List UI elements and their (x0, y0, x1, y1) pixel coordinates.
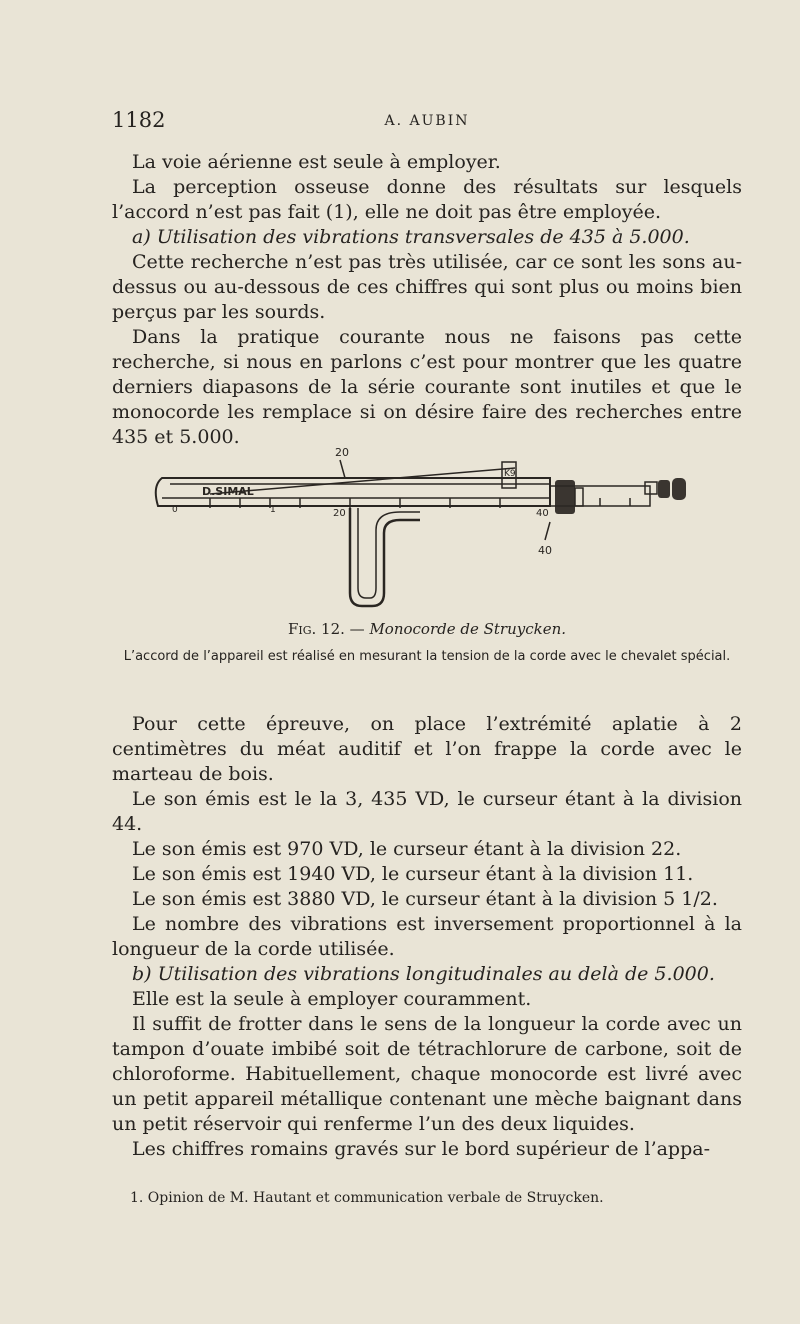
paragraph: Elle est la seule à employer couramment. (132, 988, 532, 1010)
tuning-peg (645, 482, 657, 494)
caption-label: Fig. 12. — (287, 620, 365, 638)
monocorde-string (210, 468, 515, 494)
caption-title: Monocorde de Struycken. (369, 620, 567, 638)
paragraph: La voie aérienne est seule à employer. (132, 151, 501, 173)
caption-note: L’accord de l’appareil est réalisé en mesurant la tension de la corde avec le chevalet spécial. (123, 649, 731, 664)
page-header (112, 108, 742, 138)
slider-cursor (555, 480, 575, 514)
label-0: 0 (172, 505, 178, 515)
paragraph: Le son émis est 1940 VD, le curseur étant à la division 11. (132, 863, 694, 885)
label-k9: K9 (504, 469, 516, 479)
paragraph: La perception osseuse donne des résultats sur lesquels l’accord n’est pas fait (1), elle ne doit pas être employée. (112, 176, 742, 223)
page-number: 1182 (112, 108, 166, 132)
running-title: A. AUBIN (384, 113, 470, 129)
paragraph: Cette recherche n’est pas très utilisée, car ce sont les sons au-dessus ou au-dessous de ces chiffres qui sont plus ou moins bien perçus par les sourds. (112, 251, 742, 323)
paragraph: Il suffit de frotter dans le sens de la longueur la corde avec un tampon d’ouate imbibé soit de tétrachlorure de carbone, soit de chloroforme. Habituellement, chaque monocorde est livré avec un petit appareil métallique contenant une mèche baignant dans un petit réservoir qui renferme l’un des deux liquides. (112, 1013, 742, 1135)
paragraph: Les chiffres romains gravés sur le bord supérieur de l’appa- (132, 1138, 711, 1160)
label-20-scale: 20 (333, 508, 346, 519)
paragraph: Le son émis est 970 VD, le curseur étant à la division 22. (132, 838, 682, 860)
figure-monocorde (150, 438, 710, 608)
body-text-bottom (112, 712, 742, 1162)
section-heading-b: b) Utilisation des vibrations longitudinales au delà de 5.000. (132, 963, 715, 985)
paragraph: Le son émis est le la 3, 435 VD, le curseur étant à la division 44. (112, 788, 742, 835)
footnote: 1. Opinion de M. Hautant et communication verbale de Struycken. (130, 1190, 604, 1206)
section-heading-a: a) Utilisation des vibrations transversales de 435 à 5.000. (132, 226, 690, 248)
paragraph: Dans la pratique courante nous ne faisons pas cette recherche, si nous en parlons c’est pour montrer que les quatre derniers diapasons de la série courante sont inutiles et que le monocorde les remplace si on désire faire des recherches entre 435 et 5.000. (112, 326, 742, 448)
handle (350, 508, 420, 606)
figure-caption (112, 620, 742, 638)
paragraph: Pour cette épreuve, on place l’extrémité aplatie à 2 centimètres du méat auditif et l’on frappe la corde avec le marteau de bois. (112, 713, 742, 785)
paragraph: Le nombre des vibrations est inversement proportionnel à la longueur de la corde utilisée. (112, 913, 742, 960)
paragraph: Le son émis est 3880 VD, le curseur étant à la division 5 1/2. (132, 888, 718, 910)
label-40-bottom: 40 (538, 544, 552, 557)
maker-label: D.SIMAL (202, 485, 254, 498)
body-text-top (112, 150, 742, 450)
label-40-scale: 40 (536, 508, 549, 519)
monocorde-drawing (150, 438, 710, 608)
label-20-top: 20 (335, 446, 349, 459)
label-1: 1 (270, 505, 276, 515)
